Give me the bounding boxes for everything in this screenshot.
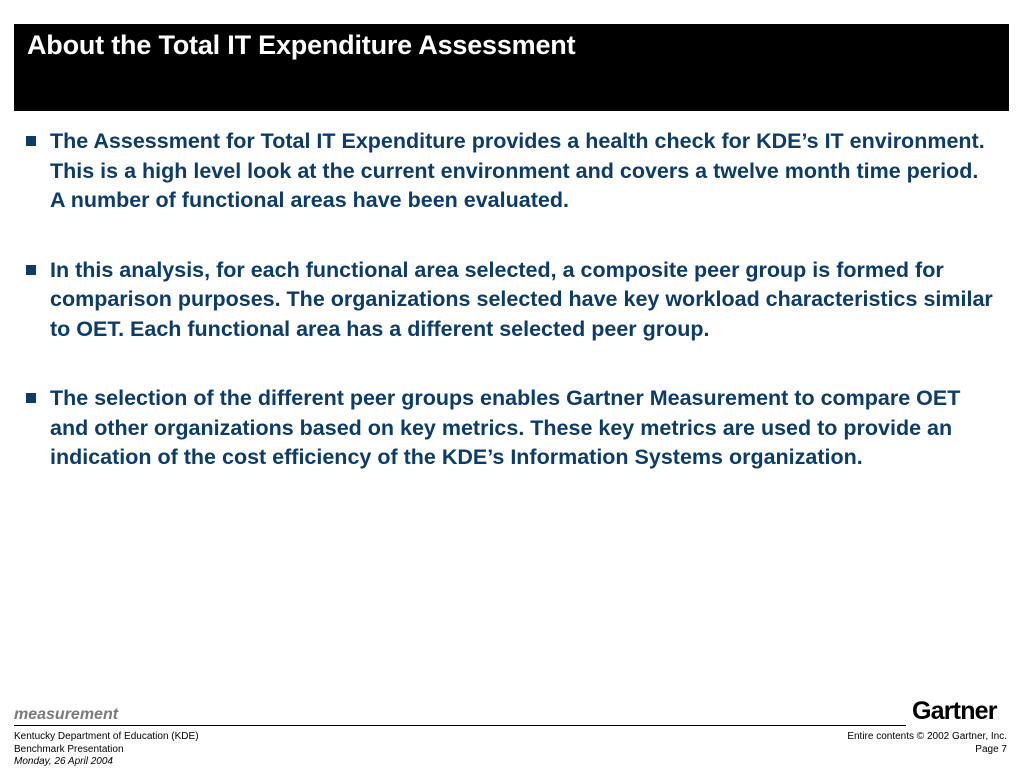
- square-bullet-icon: [26, 393, 36, 403]
- bullet-item: [23, 127, 998, 216]
- footer-divider: [14, 725, 906, 726]
- footer-organization: Kentucky Department of Education (KDE): [14, 731, 199, 742]
- footer-presentation-name: Benchmark Presentation: [14, 743, 124, 755]
- bullet-text: In this analysis, for each functional area selected, a composite peer group is formed for comparison purposes. The organizations selected have key workload characteristics similar to OET. Each functional area has a different selected peer group.: [50, 257, 993, 341]
- bullet-text: The Assessment for Total IT Expenditure provides a health check for KDE’s IT environment. This is a high level look at the current environment and covers a twelve month time period. A number of functional areas have been evaluated.: [50, 129, 985, 212]
- bullet-item: [23, 256, 998, 345]
- footer-right-info: [847, 731, 1007, 756]
- footer-brand: measurement: [14, 706, 119, 723]
- footer-copyright: Entire contents © 2002 Gartner, Inc.: [847, 731, 1007, 742]
- square-bullet-icon: [26, 265, 36, 275]
- square-bullet-icon: [26, 136, 36, 146]
- bullet-text: The selection of the different peer groups enables Gartner Measurement to compare OET and other organizations based on key metrics. These key metrics are used to provide an indication of the cost efficiency of the KDE’s Information Systems organization.: [50, 386, 961, 469]
- title-bar: [14, 24, 1009, 111]
- footer-date: Monday, 26 April 2004: [14, 756, 113, 767]
- gartner-logo: Gartner: [912, 697, 997, 725]
- bullet-list: [23, 127, 998, 513]
- footer-left-info: [14, 731, 199, 769]
- footer-page-number: Page 7: [975, 743, 1007, 755]
- bullet-item: [23, 384, 998, 473]
- slide-title: About the Total IT Expenditure Assessment: [27, 30, 576, 60]
